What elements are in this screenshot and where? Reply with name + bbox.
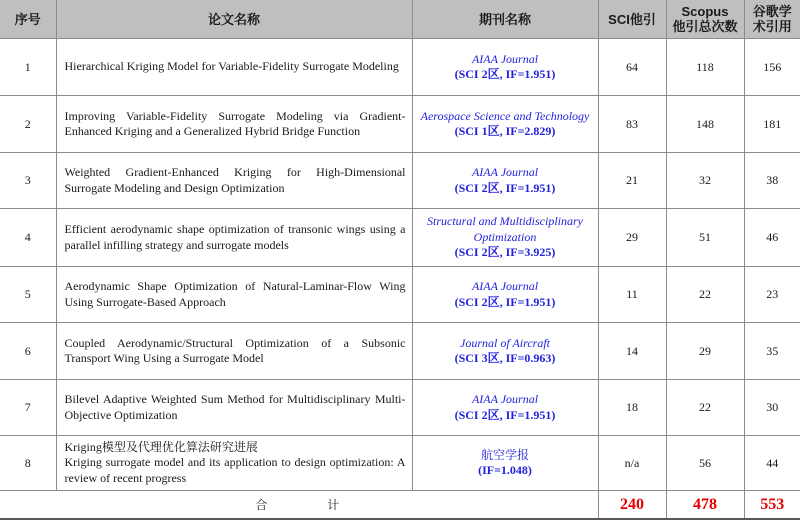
- google-scholar-citations: 23: [744, 267, 800, 323]
- header-no: 序号: [0, 0, 56, 39]
- total-label: 合计: [0, 491, 598, 520]
- scopus-citations: 29: [666, 323, 744, 380]
- journal-rank-if: (SCI 2区, IF=1.951): [454, 294, 556, 309]
- table-row: [0, 96, 800, 153]
- sci-citations: 18: [598, 380, 666, 436]
- sci-citations: 14: [598, 323, 666, 380]
- journal-name: 航空学报: [480, 447, 529, 462]
- scopus-citations: 22: [666, 380, 744, 436]
- scopus-citations: 51: [666, 209, 744, 267]
- journal-name: Journal of Aircraft: [460, 335, 550, 350]
- journal-name: AIAA Journal: [471, 165, 539, 179]
- header-sci: SCI他引: [598, 0, 666, 39]
- total-row: [0, 491, 800, 520]
- scopus-citations: 32: [666, 153, 744, 209]
- table-row: [0, 436, 800, 491]
- paper-title-line: Aerodynamic Shape Optimization of Natural-Laminar-Flow Wing Using Surrogate-Based Approach: [64, 279, 406, 309]
- sci-citations: n/a: [598, 436, 666, 491]
- paper-title: [56, 209, 412, 267]
- table-row: [0, 209, 800, 267]
- sci-citations: 21: [598, 153, 666, 209]
- scopus-citations: 118: [666, 39, 744, 96]
- google-scholar-citations: 38: [744, 153, 800, 209]
- sci-citations: 11: [598, 267, 666, 323]
- row-number: 6: [0, 323, 56, 380]
- paper-title-line: Improving Variable-Fidelity Surrogate Modeling via Gradient-Enhanced Kriging and a Generalized Hybrid Bridge Function: [64, 108, 406, 138]
- header-title: 论文名称: [56, 0, 412, 39]
- paper-title-line: Kriging模型及代理优化算法研究进展: [64, 439, 258, 454]
- scopus-citations: 22: [666, 267, 744, 323]
- google-scholar-citations: 156: [744, 39, 800, 96]
- row-number: 1: [0, 39, 56, 96]
- total-scopus: 478: [666, 491, 744, 520]
- row-number: 7: [0, 380, 56, 436]
- journal-cell: [412, 323, 598, 380]
- total-sci: 240: [598, 491, 666, 520]
- paper-title-line: Weighted Gradient-Enhanced Kriging for High-Dimensional Surrogate Modeling and Design Optimization: [64, 165, 406, 195]
- row-number: 3: [0, 153, 56, 209]
- journal-name: AIAA Journal: [471, 392, 539, 406]
- journal-rank-if: (SCI 3区, IF=0.963): [454, 351, 556, 365]
- paper-title: [56, 380, 412, 436]
- table-row: [0, 153, 800, 209]
- header-row: [0, 0, 800, 39]
- header-scopus-line1: Scopus: [681, 4, 729, 19]
- journal-cell: [412, 209, 598, 267]
- paper-title-line: Bilevel Adaptive Weighted Sum Method for Multidisciplinary Multi-Objective Optimization: [64, 392, 406, 422]
- paper-title: [56, 267, 412, 323]
- paper-title: [56, 96, 412, 153]
- row-number: 2: [0, 96, 56, 153]
- journal-cell: [412, 153, 598, 209]
- header-scopus: [666, 0, 744, 39]
- header-journal: 期刊名称: [412, 0, 598, 39]
- journal-rank-if: (IF=1.048): [478, 463, 532, 477]
- google-scholar-citations: 46: [744, 209, 800, 267]
- table-row: [0, 267, 800, 323]
- journal-rank-if: (SCI 2区, IF=1.951): [454, 180, 556, 195]
- journal-rank-if: (SCI 2区, IF=1.951): [454, 407, 556, 422]
- paper-title: [56, 153, 412, 209]
- journal-name: Aerospace Science and Technology: [420, 108, 590, 123]
- paper-title-line: Kriging surrogate model and its application to design optimization: A review of recent progress: [64, 455, 406, 485]
- total-google-scholar: 553: [744, 491, 800, 520]
- row-number: 8: [0, 436, 56, 491]
- journal-rank-if: (SCI 2区, IF=3.925): [454, 245, 556, 260]
- google-scholar-citations: 30: [744, 380, 800, 436]
- journal-cell: [412, 436, 598, 491]
- table-row: [0, 323, 800, 380]
- table-row: [0, 39, 800, 96]
- header-google-scholar: [744, 0, 800, 39]
- paper-title-line: Coupled Aerodynamic/Structural Optimization of a Subsonic Transport Wing Using a Surrogate Model: [64, 335, 406, 365]
- journal-name: Structural and Multidisciplinary Optimization: [427, 214, 583, 244]
- header-gs-line1: 谷歌学: [752, 4, 792, 19]
- google-scholar-citations: 35: [744, 323, 800, 380]
- journal-name: AIAA Journal: [471, 279, 539, 293]
- journal-cell: [412, 39, 598, 96]
- journal-cell: [412, 380, 598, 436]
- row-number: 4: [0, 209, 56, 267]
- sci-citations: 83: [598, 96, 666, 153]
- sci-citations: 64: [598, 39, 666, 96]
- sci-citations: 29: [598, 209, 666, 267]
- journal-cell: [412, 96, 598, 153]
- header-scopus-line2: 他引总次数: [672, 19, 738, 34]
- google-scholar-citations: 44: [744, 436, 800, 491]
- paper-title-line: Hierarchical Kriging Model for Variable-Fidelity Surrogate Modeling: [64, 59, 399, 74]
- paper-title: [56, 39, 412, 96]
- paper-title: [56, 436, 412, 491]
- header-gs-line2: 术引用: [752, 19, 792, 34]
- paper-title: [56, 323, 412, 380]
- row-number: 5: [0, 267, 56, 323]
- scopus-citations: 148: [666, 96, 744, 153]
- journal-cell: [412, 267, 598, 323]
- scopus-citations: 56: [666, 436, 744, 491]
- table-row: [0, 380, 800, 436]
- paper-title-line: Efficient aerodynamic shape optimization of transonic wings using a parallel infilling strategy and surrogate models: [64, 222, 406, 252]
- journal-rank-if: (SCI 1区, IF=2.829): [454, 124, 556, 138]
- google-scholar-citations: 181: [744, 96, 800, 153]
- journal-name: AIAA Journal: [471, 51, 539, 66]
- journal-rank-if: (SCI 2区, IF=1.951): [454, 67, 556, 81]
